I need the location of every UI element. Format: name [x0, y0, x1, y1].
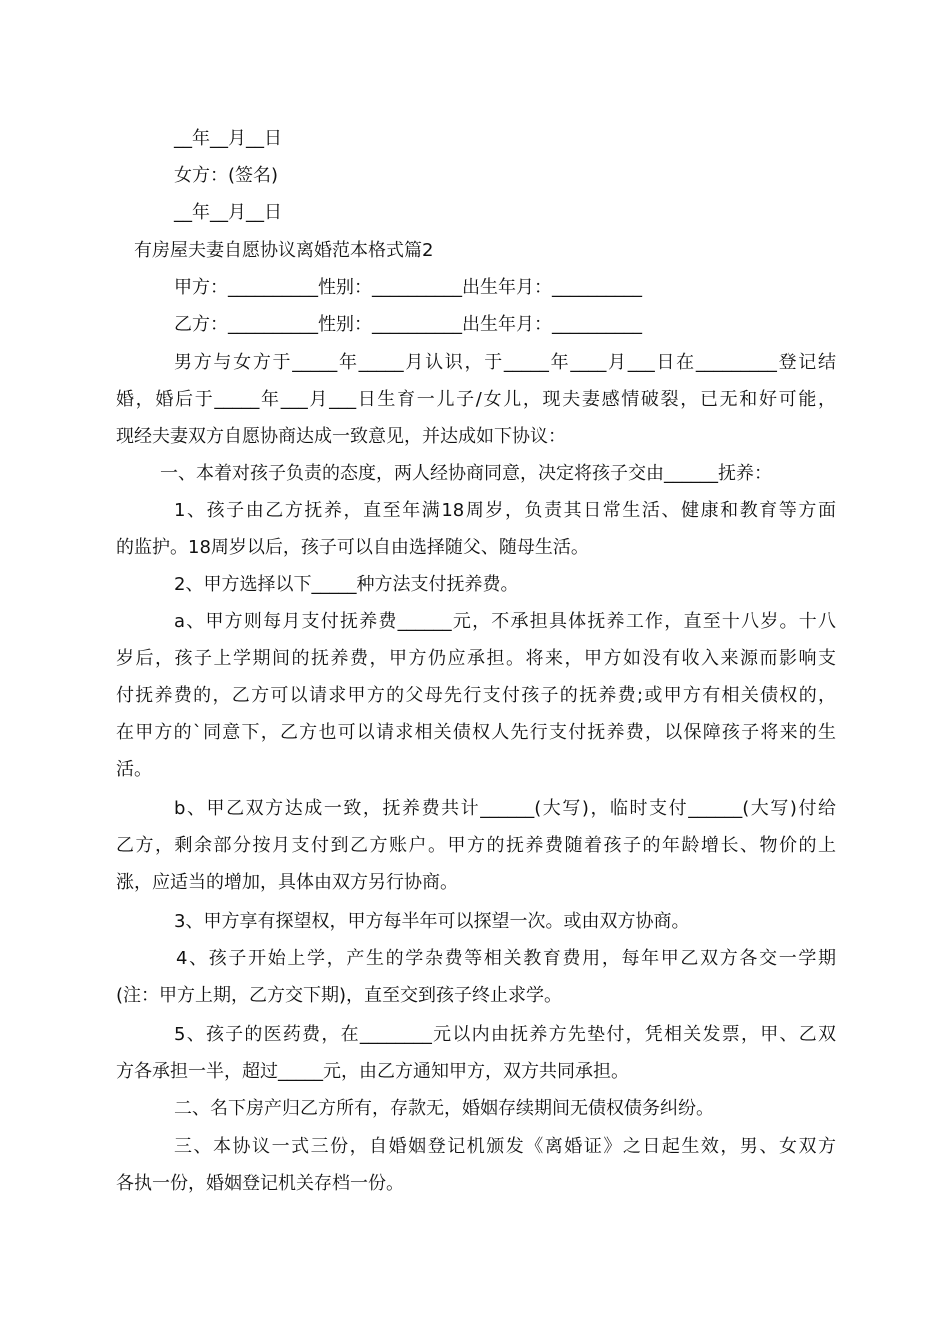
text-line: 在甲方的`同意下，乙方也可以请求相关债权人先行支付抚养费，以保障孩子将来的生 — [116, 722, 836, 743]
clause-1-1-paragraph — [116, 492, 836, 566]
clause-1-paragraph — [116, 455, 836, 492]
text-line: 男方与女方于_____年_____月认识，于_____年____月___日在_________登记结 — [174, 352, 836, 373]
text-line: 5、孩子的医药费，在________元以内由抚养方先垫付，凭相关发票，甲、乙双 — [174, 1024, 836, 1045]
clause-b-paragraph — [116, 790, 836, 901]
date-line-2: __年__月__日 — [174, 202, 282, 223]
clause-3-main-paragraph — [116, 1128, 836, 1202]
text-line: (注：甲方上期，乙方交下期)，直至交到孩子终止求学。 — [116, 985, 563, 1006]
clause-1-2-paragraph — [116, 566, 836, 603]
text-line: 付抚养费的，乙方可以请求甲方的父母先行支付孩子的抚养费;或甲方有相关债权的， — [116, 685, 836, 706]
text-line: 1、孩子由乙方抚养，直至年满18周岁，负责其日常生活、健康和教育等方面 — [174, 500, 836, 521]
text-line: 岁后，孩子上学期间的抚养费，甲方仍应承担。将来，甲方如没有收入来源而影响支 — [116, 648, 836, 669]
text-line: 现经夫妻双方自愿协商达成一致意见，并达成如下协议： — [116, 426, 566, 447]
text-line: 3、甲方享有探望权，甲方每半年可以探望一次。或由双方协商。 — [174, 911, 690, 932]
clause-3-paragraph — [116, 903, 836, 940]
text-line: 涨，应适当的增加，具体由双方另行协商。 — [116, 872, 458, 893]
date-line-1: __年__月__日 — [174, 128, 282, 149]
text-line: 乙方，剩余部分按月支付到乙方账户。甲方的抚养费随着孩子的年龄增长、物价的上 — [116, 835, 836, 856]
intro-paragraph — [116, 344, 836, 455]
party-b-line: 乙方：__________性别：__________出生年月：__________ — [174, 314, 642, 335]
text-line: 各执一份，婚姻登记机关存档一份。 — [116, 1173, 404, 1194]
clause-2-main-paragraph — [116, 1090, 836, 1127]
text-line: 婚，婚后于_____年___月___日生育一儿子/女儿，现夫妻感情破裂，已无和好可能， — [116, 389, 836, 410]
text-line: 活。 — [116, 759, 152, 780]
clause-a-paragraph — [116, 603, 836, 788]
section-title: 有房屋夫妻自愿协议离婚范本格式篇2 — [134, 240, 434, 261]
text-line: 4、孩子开始上学，产生的学杂费等相关教育费用，每年甲乙双方各交一学期 — [176, 948, 836, 969]
text-line: 的监护。18周岁以后，孩子可以自由选择随父、随母生活。 — [116, 537, 589, 558]
text-line: a、甲方则每月支付抚养费______元，不承担具体抚养工作，直至十八岁。十八 — [174, 611, 836, 632]
clause-5-paragraph — [116, 1016, 836, 1090]
text-line: 一、本着对孩子负责的态度，两人经协商同意，决定将孩子交由______抚养： — [160, 463, 772, 484]
text-line: 二、名下房产归乙方所有，存款无，婚姻存续期间无债权债务纠纷。 — [174, 1098, 714, 1119]
text-line: b、甲乙双方达成一致，抚养费共计______(大写)，临时支付______(大写)付给 — [174, 798, 836, 819]
clause-4-paragraph — [116, 940, 836, 1014]
text-line: 方各承担一半，超过_____元，由乙方通知甲方，双方共同承担。 — [116, 1061, 629, 1082]
female-signature-line: 女方：(签名) — [174, 165, 279, 186]
text-line: 2、甲方选择以下_____种方法支付抚养费。 — [174, 574, 519, 595]
text-line: 三、本协议一式三份，自婚姻登记机颁发《离婚证》之日起生效，男、女双方 — [174, 1136, 836, 1157]
party-a-line: 甲方：__________性别：__________出生年月：__________ — [174, 277, 642, 298]
